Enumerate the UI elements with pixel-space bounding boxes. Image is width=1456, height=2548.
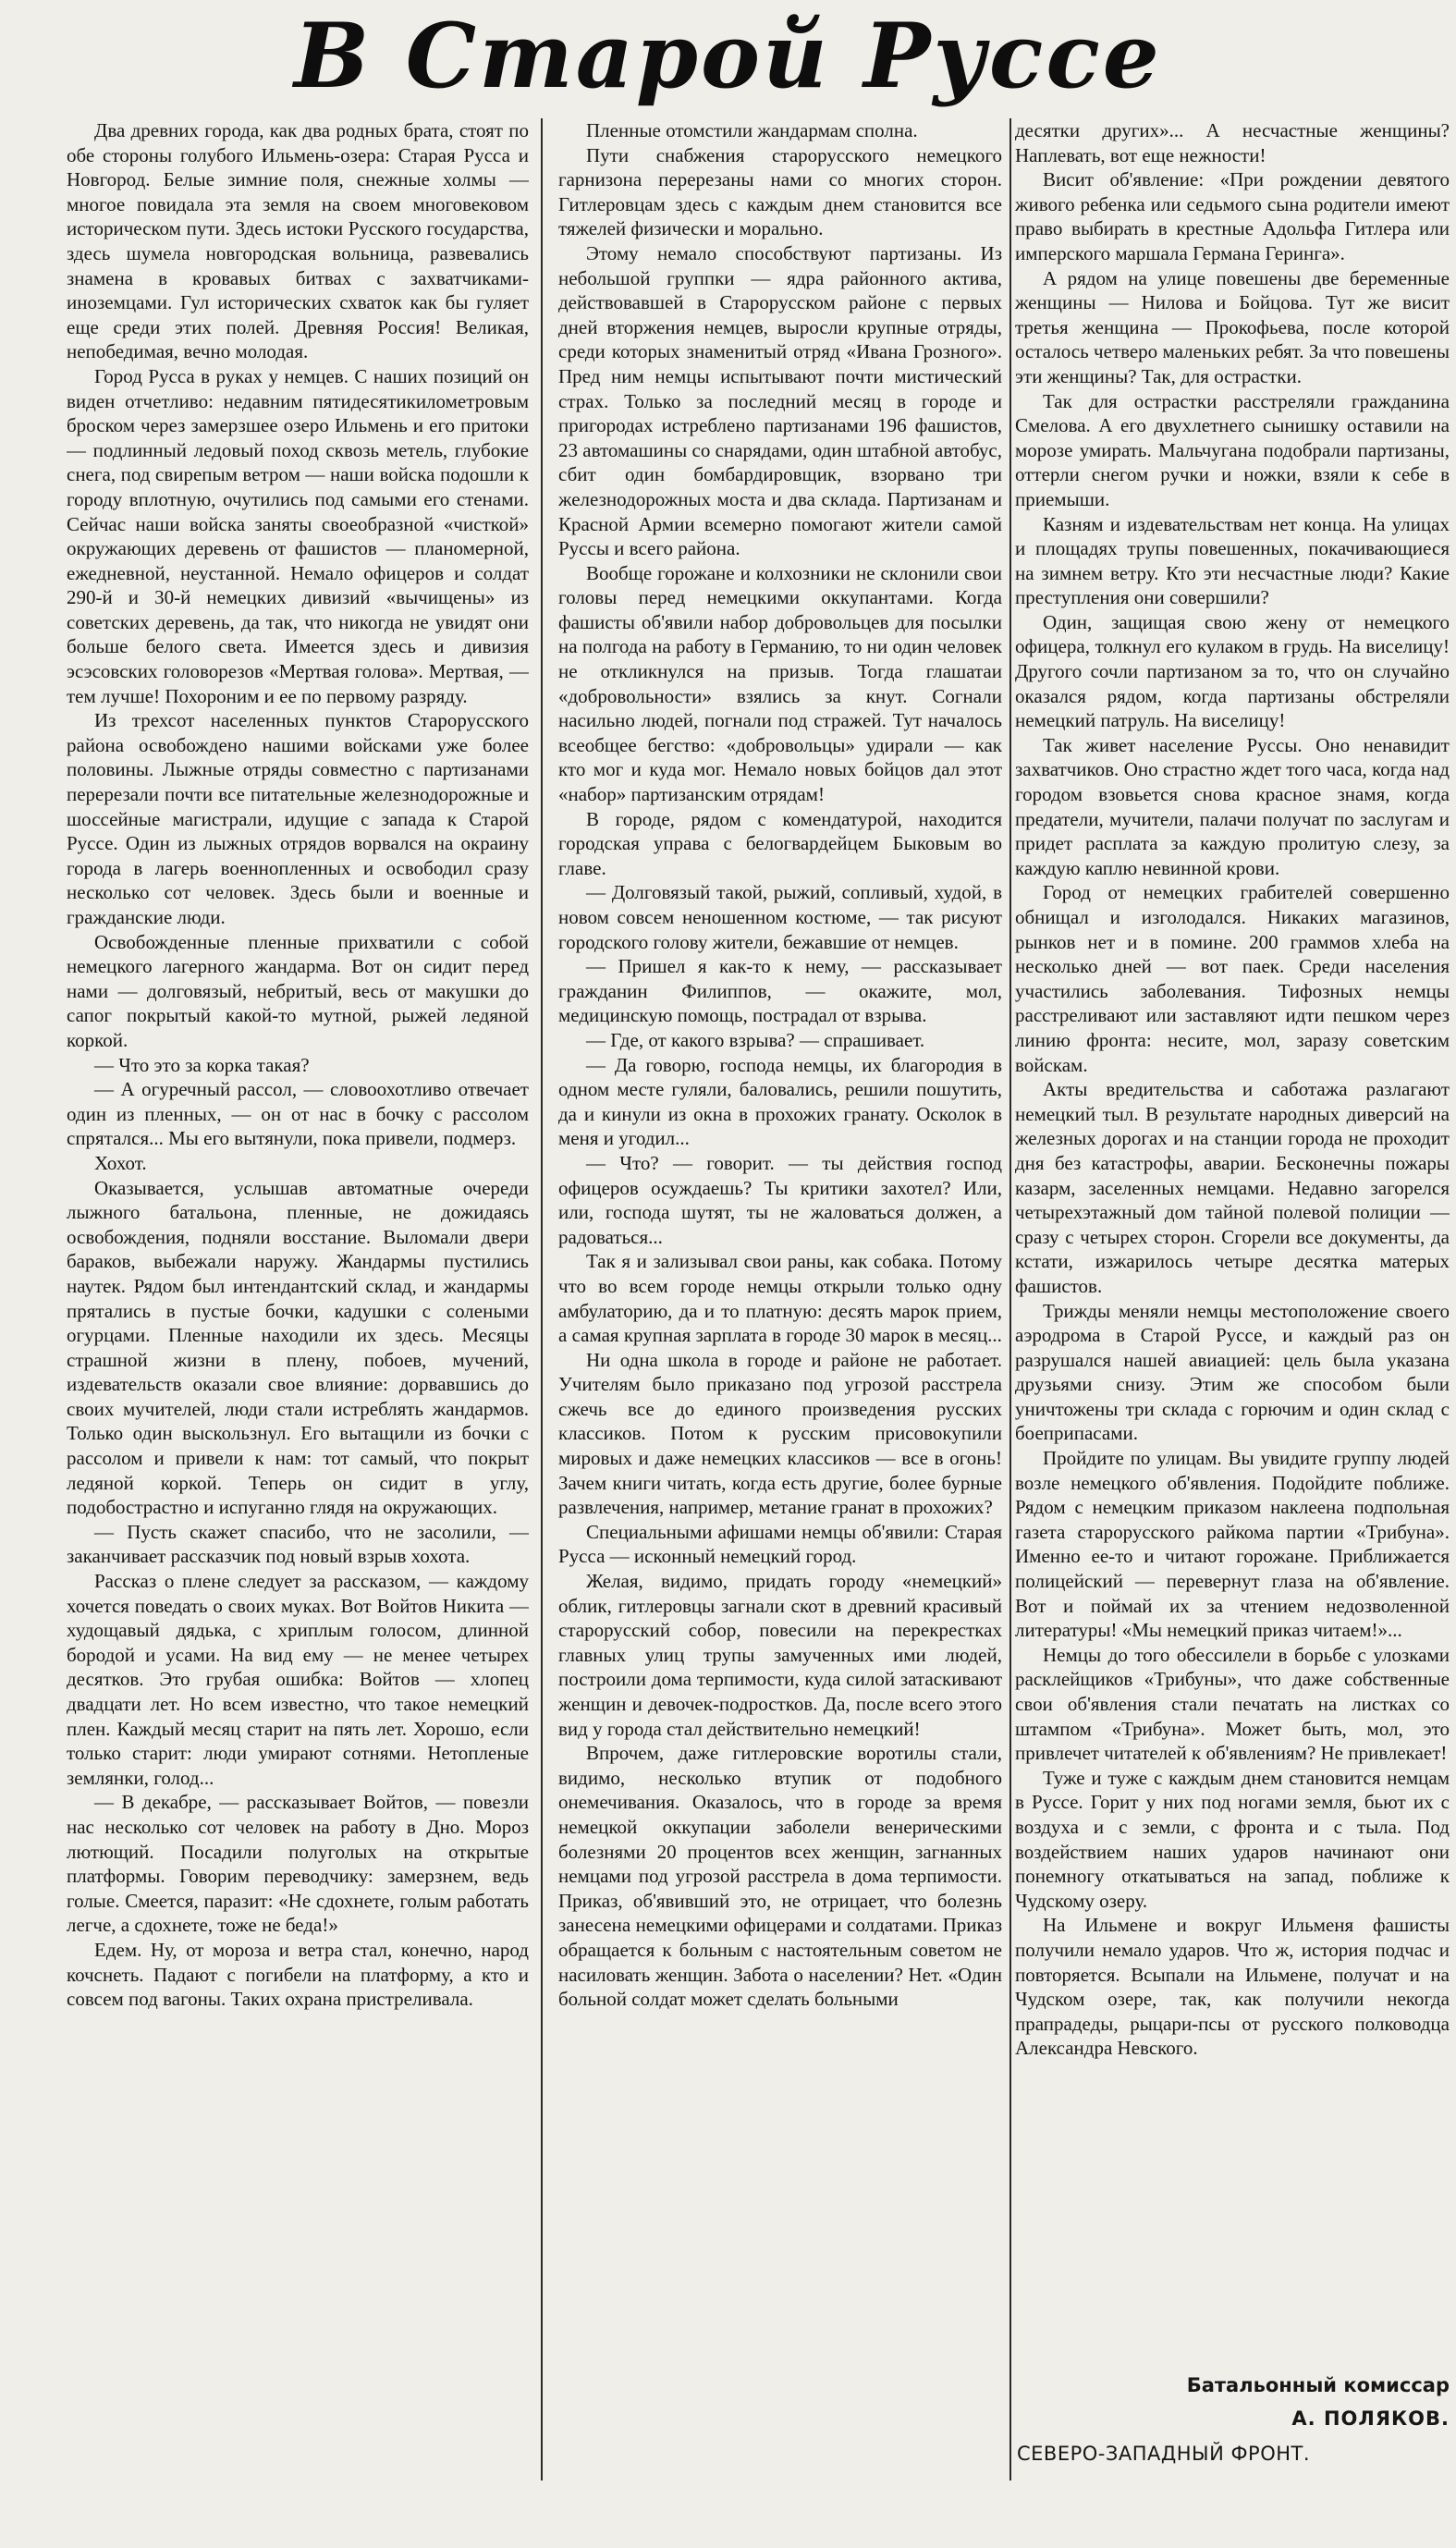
paragraph: Рассказ о плене следует за рассказом, — каждому хочется поведать о своих муках. Вот Войтов Никита — худощавый дядька, с хриплым голосом, длинной бородой и усами. На вид ему — не менее четырех десятков. Это грубая ошибка: Войтов — хлопец двадцати лет. Но всем известно, что такое немецкий плен. Каждый месяц старит на пять лет. Хорошо, если только старит: люди умирают сотнями. Нетопленые землянки, голод... bbox=[67, 1570, 529, 1789]
paragraph: Казням и издевательствам нет конца. На улицах и площадях трупы повешенных, покачивающиеся на зимнем ветру. Кто эти несчастные люди? Какие преступления они совершили? bbox=[1015, 512, 1450, 609]
paragraph: — Долговязый такой, рыжий, сопливый, худой, в новом совсем неношенном костюме, — так рисуют городского голову жители, бежавшие от немцев. bbox=[558, 881, 1002, 953]
paragraph: Акты вредительства и саботажа разлагают немецкий тыл. В результате народных диверсий на железных дорогах и на станции города не проходит дня без катастрофы, аварии. Бесконечны пожары казарм, заселенных немцами. Недавно загорелся четырехэтажный дом тайной полевой полиции — сразу с четырех сторон. Сгорели все документы, да кстати, изжарилось четыре десятка матерых фашистов. bbox=[1015, 1078, 1450, 1297]
paragraph: Вообще горожане и колхозники не склонили свои головы перед немецкими оккупантами. Когда фашисты об'явили набор добровольцев для посылки на полгода на работу в Германию, то ни один человек не откликнулся на призыв. Тогда глашатаи «добровольности» взялись за кнут. Согнали насильно людей, погнали под стражей. Тут началось всеобщее бегство: «добровольцы» удирали — как кто мог и куда мог. Немало новых бойцов дал этот «набор» партизанским отрядам! bbox=[558, 561, 1002, 806]
paragraph: Город от немецких грабителей совершенно обнищал и изголодался. Никаких магазинов, рынков нет и в помине. 200 граммов хлеба на несколько дней — вот паек. Среди населения участились заболевания. Тифозных немцы расстреливают или заставляют идти пешком через линию фронта: несите, мол, заразу советским войскам. bbox=[1015, 881, 1450, 1076]
paragraph: Один, защищая свою жену от немецкого офицера, толкнул его кулаком в грудь. На виселицу! Другого сочли партизаном за то, что он случайно оказался рядом, когда партизаны обстреляли немецкий патруль. На виселицу! bbox=[1015, 610, 1450, 732]
author-name: А. ПОЛЯКОВ. bbox=[1291, 2407, 1450, 2430]
paragraph: Трижды меняли немцы местоположение своего аэродрома в Старой Руссе, и каждый раз он разрушался нашей авиацией: цель была указана друзьями снизу. Этим же способом были уничтожены три склада с горючим и один склад с боеприпасами. bbox=[1015, 1299, 1450, 1445]
paragraph: — Что это за корка такая? bbox=[94, 1053, 310, 1076]
paragraph: Желая, видимо, придать городу «немецкий» облик, гитлеровцы загнали скот в древний красивый старорусский собор, повесили на перекрестках главных улиц трупы замученных ими людей, построили дома терпимости, куда силой затаскивают женщин и девочек-подростков. Да, после всего этого вид у города стал действительно немецкий! bbox=[558, 1570, 1002, 1740]
paragraph: Город Русса в руках у немцев. С наших позиций он виден отчетливо: недавним пятидесятикилометровым броском через замерзшее озеро Ильмень и его притоки — подлинный ледовый поход сквозь метель, глубокие снега, под свирепым ветром — наши войска подошли к городу вплотную, очутились под самыми его стенами. Сейчас наши войска заняты своеобразной «чисткой» окружающих деревень от фашистов — планомерной, ежедневной, неустанной. Немало офицеров и солдат 290-й и 30-й немецких дивизий «вычищены» из советских деревень, да так, что никогда не увидят они больше белого света. Имеется здесь и дивизия эсэсовских головорезов «Мертвая голова». Мертвая, — тем лучше! Похороним и ее по первому разряду. bbox=[67, 364, 529, 707]
paragraph: — В декабре, — рассказывает Войтов, — повезли нас несколько сот человек на работу в Дно. Мороз лютющий. Посадили полуголых на открытые платформы. Говорим переводчику: замерзнем, ведь голые. Смеется, паразит: «Не сдохнете, голым работать легче, а сдохнете, тоже не беда!» bbox=[67, 1791, 529, 1937]
paragraph: Хохот. bbox=[94, 1151, 147, 1174]
paragraph: — Пусть скажет спасибо, что не засолили, — заканчивает рассказчик под новый взрыв хохота. bbox=[67, 1520, 529, 1568]
paragraph: Пройдите по улицам. Вы увидите группу людей возле немецкого об'явления. Подойдите поближе. Рядом с немецким приказом наклеена подпольная газета старорусского райкома партии «Трибуна». Именно ее-то и читают горожане. Приближается полицейский — перевеpнут глаза на об'явление. Вот и поймай их за чтением недозволенной литературы! «Мы немецкий приказ читаем!»... bbox=[1015, 1447, 1450, 1642]
paragraph: — Да говорю, господа немцы, их благородия в одном месте гуляли, баловались, решили пошутить, да и кинули из окна в прохожих гранату. Осколок в меня и угодил... bbox=[558, 1053, 1002, 1150]
paragraph: В городе, рядом с комендатурой, находится городская управа с белогвардейцем Быковым во главе. bbox=[558, 807, 1002, 879]
article-headline: В Старой Руссе bbox=[294, 4, 1162, 108]
author-rank: Батальонный комиссар bbox=[1186, 2374, 1450, 2396]
paragraph: десятки других»... А несчастные женщины? Наплевать, вот еще нежности! bbox=[1015, 119, 1450, 166]
paragraph: Едем. Ну, от мороза и ветра стал, конечно, народ кочснеть. Падают с погибели на платформу, а кто и совсем под вагоны. Таких охрана пристреливала. bbox=[67, 1938, 529, 2011]
paragraph: Оказывается, услышав автоматные очереди лыжного батальона, пленные, не дожидаясь освобождения, подняли восстание. Выломали двери бараков, выбежали наружу. Жандармы пустились наутек. Рядом был интендантский склад, и жандармы прятались в пустые бочки, кадушки с солеными огурцами. Пленные находили их здесь. Месяцы страшной жизни в плену, побоев, мучений, издевательств оказали свое влияние: дорвавшись до своих мучителей, люди стали истреблять жандармов. Только один выскользнул. Его вытащили из бочки с рассолом и привели к нам: тот самый, что покрыт ледяной коркой. Теперь он сидит в углу, подобострастно и испуганно глядя на окружающих. bbox=[67, 1176, 529, 1519]
paragraph: — Где, от какого взрыва? — спрашивает. bbox=[586, 1028, 925, 1051]
paragraph: На Ильмене и вокруг Ильменя фашисты получили немало ударов. Что ж, история подчас и повторяется. Всыпали на Ильмене, получат и на Чудском озере, так, как получили некогда прапрадеды, рыцари-псы от русского полководца Александра Невского. bbox=[1015, 1914, 1450, 2060]
paragraph: А рядом на улице повешены две беременные женщины — Нилова и Бойцова. Тут же висит третья женщина — Прокофьева, после которой осталось четверо маленьких ребят. За что повешены эти женщины? Так, для острастки. bbox=[1015, 266, 1450, 387]
paragraph: Два древних города, как два родных брата, стоят по обе стороны голубого Ильмень-озера: Старая Русса и Новгород. Белые зимние поля, снежные холмы — многое повидала эта земля на своем многовековом историческом пути. Здесь истоки Русского государства, здесь шумела новгородская вольница, развевались знамена в кровавых битвах с захватчиками-иноземцами. Гул исторических схваток как бы гуляет еще среди этих полей. Древняя Россия! Великая, непобедимая, вечно молодая. bbox=[67, 119, 529, 363]
column-divider bbox=[1009, 118, 1011, 2481]
paragraph: — Пришел я как-то к нему, — рассказывает гражданин Филиппов, — окажите, мол, медицинскую помощь, пострадал от взрыва. bbox=[558, 955, 1002, 1027]
paragraph: Висит об'явление: «При рождении девятого живого ребенка или седьмого сына родители имеют право выбирать в крестные Адольфа Гитлера или имперского маршала Германа Геринга». bbox=[1015, 168, 1450, 264]
paragraph: Впрочем, даже гитлеровские воротилы стали, видимо, несколько втупик от подобного онемечивания. Оказалось, что в городе за время немецкой оккупации заболели венерическими болезнями 20 процентов всех женщин, загнанных немцами под угрозой расстрела в дома терпимости. Приказ, об'явивший это, не отрицает, что болезнь занесена немецкими офицерами и солдатами. Приказ обращается к больным с настоятельным советом не насиловать женщин. Забота о населении? Нет. «Один больной солдат может сделать больными bbox=[558, 1742, 1002, 2011]
paragraph: Ни одна школа в городе и районе не работает. Учителям было приказано под угрозой расстрела сжечь все до единого произведения русских классиков. Потом к русским присовокупили мировых и даже немецких классиков — все в огонь! Зачем книги читать, когда есть другие, более бурные развлечения, например, метание гранат в прохожих? bbox=[558, 1348, 1002, 1519]
front-dateline: СЕВЕРО-ЗАПАДНЫЙ ФРОНТ. bbox=[1017, 2443, 1311, 2465]
column-divider bbox=[541, 118, 543, 2481]
paragraph: Из трехсот населенных пунктов Старорусского района освобождено нашими войсками уже более половины. Лыжные отряды совместно с партизанами перерезали почти все питательные железнодорожные и шоссейные магистрали, идущие с запада к Старой Руссе. Один из лыжных отрядов ворвался на окраину города в лагерь военнопленных и освободил сразу несколько сот человек. Здесь были и военные и гражданские люди. bbox=[67, 709, 529, 928]
paragraph: Так живет население Руссы. Оно ненавидит захватчиков. Оно страстно ждет того часа, когда над городом взовьется снова красное знамя, когда предатели, мучители, палачи получат по заслугам и придет расплата за каждую пролитую слезу, за каждую каплю невинной крови. bbox=[1015, 733, 1450, 879]
paragraph: Специальными афишами немцы об'явили: Старая Русса — исконный немецкий город. bbox=[558, 1520, 1002, 1568]
text-column-1 bbox=[67, 118, 529, 2467]
paragraph: Туже и туже с каждым днем становится немцам в Руссе. Горит у них под ногами земля, бьют их с воздуха и с земли, с фронта и с тыла. Под воздействием наших ударов начинают они понемногу откатываться на запад, поближе к Чудскому озеру. bbox=[1015, 1766, 1450, 1912]
paragraph: Так я и зализывал свои раны, как собака. Потому что во всем городе немцы открыли только одну амбулаторию, да и то платную: десять марок прием, а самая крупная зарплата в городе 30 марок в месяц... bbox=[558, 1250, 1002, 1347]
text-column-3 bbox=[1015, 118, 1450, 2467]
paragraph: Пленные отомстили жандармам сполна. bbox=[586, 119, 918, 141]
text-column-2 bbox=[558, 118, 1002, 2467]
paragraph: Так для острастки расстреляли гражданина Смелова. А его двухлетнего сынишку оставили на морозе умирать. Мальчугана подобрали партизаны, оттерли снегом ручки и ножки, взяли к себе в приемыши. bbox=[1015, 389, 1450, 510]
paragraph: — Что? — говорит. — ты действия господ офицеров осуждаешь? Ты критики захотел? Или, или, господа шутят, ты не жаловаться должен, а радоваться... bbox=[558, 1151, 1002, 1248]
paragraph: Немцы до того обессилели в борьбе с улозками расклейщиков «Трибуны», что даже собственные свои об'явления стали печатать на листках со штампом «Трибуна». Может быть, мол, это привлечет читателей к об'явлениям? Не привлекает! bbox=[1015, 1643, 1450, 1765]
paragraph: — А огуречный рассол, — словоохотливо отвечает один из пленных, — он от нас в бочку с рассолом спрятался... Мы его вытянули, пока привели, подмерз. bbox=[67, 1078, 529, 1150]
paragraph: Пути снабжения старорусского немецкого гарнизона перерезаны нами со многих сторон. Гитлеровцам здесь с каждым днем становится все тяжелей физически и морально. bbox=[558, 143, 1002, 240]
paragraph: Освобожденные пленные прихватили с собой немецкого лагерного жандарма. Вот он сидит перед нами — долговязый, небритый, весь от макушки до сапог покрытый какой-то мутной, рыжей ледяной коркой. bbox=[67, 930, 529, 1051]
paragraph: Этому немало способствуют партизаны. Из небольшой группки — ядра районного актива, действовавшей в Старорусском районе с первых дней вторжения немцев, выросли крупные отряды, среди которых знаменитый отряд «Ивана Грозного». Пред ним немцы испытывают почти мистический страх. Только за последний месяц в городе и пригородах истреблено партизанами 196 фашистов, 23 автомашины со снарядами, один штабной автобус, сбит один бомбардировщик, взорвано три железнодорожных моста и два склада. Партизанам и Красной Армии всемерно помогают жители самой Руссы и всего района. bbox=[558, 241, 1002, 560]
